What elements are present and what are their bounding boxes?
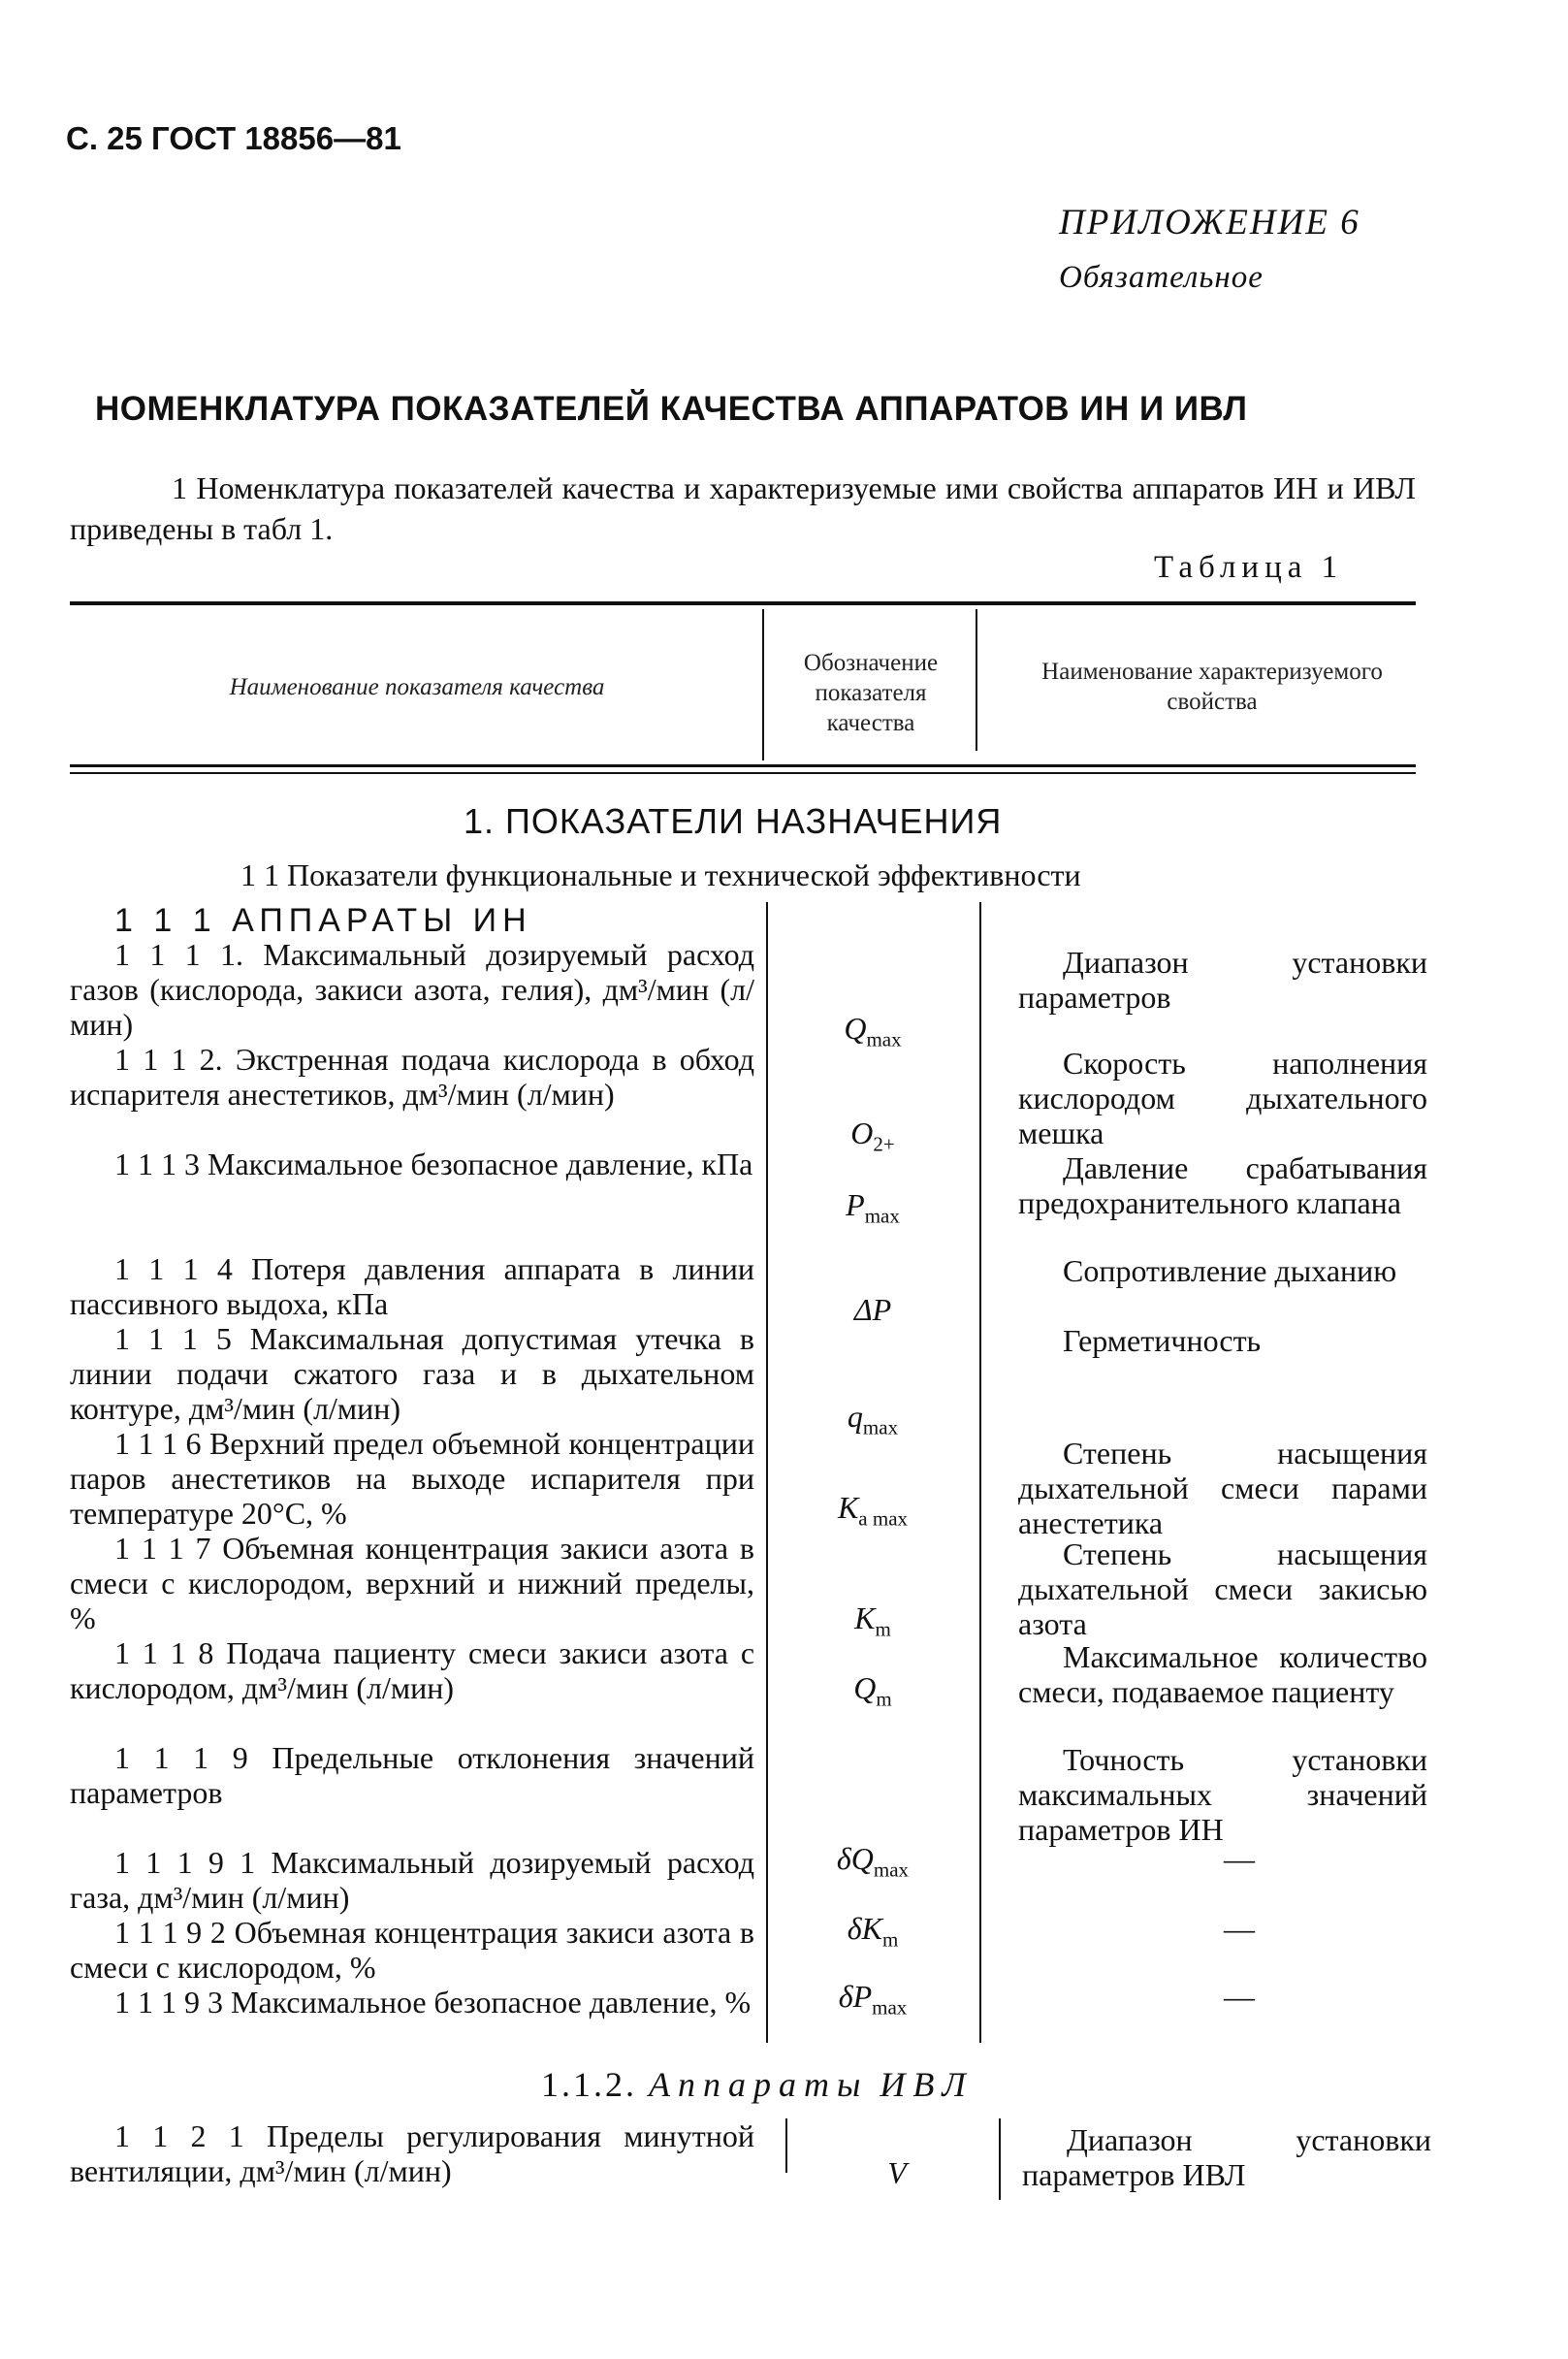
- symbol-v: V: [887, 2155, 907, 2190]
- appendix-status: Обязательное: [1059, 260, 1264, 295]
- property-cell: Максимальное количество смеси, подаваемое пациенту: [1018, 1639, 1427, 1709]
- table-row: 1 1 1 4 Потеря давления аппарата в линии пассивного выдоха, кПа: [70, 1251, 755, 1321]
- body-divider-1: [766, 902, 768, 2043]
- section-heading-1-1-1: 1 1 1 АППАРАТЫ ИН: [114, 902, 532, 939]
- property-cell: Точность установки максимальных значений параметров ИН: [1018, 1742, 1427, 1847]
- table-caption: Таблица 1: [1154, 550, 1344, 585]
- property-cell: Степень насыщения дыхательной смеси парами анестетика: [1018, 1436, 1427, 1540]
- table-top-rule: [70, 601, 1416, 605]
- header-divider-2: [976, 609, 977, 751]
- property-cell: Герметичность: [1063, 1323, 1262, 1358]
- table-row: 1 1 1 5 Максимальная допустимая утечка в линии подачи сжатого газа и в дыхательном контуре, дм³/мин (л/мин): [70, 1321, 755, 1426]
- table-row: 1 1 1 9 Предельные отклонения значений параметров: [70, 1740, 755, 1810]
- table-row: 1 1 2 1 Пределы регулирования минутной вентиляции, дм³/мин (л/мин): [70, 2118, 755, 2188]
- intro-paragraph: 1 Номенклатура показателей качества и характеризуемые ими свойства аппаратов ИН и ИВЛ приведены в табл 1.: [70, 470, 1416, 546]
- property-dash: —: [1224, 1979, 1255, 2014]
- symbol-qm: $Q_m$: [853, 1670, 892, 1711]
- appendix-number: ПРИЛОЖЕНИЕ 6: [1059, 203, 1360, 242]
- property-cell: Диапазон установки параметров ИВЛ: [1022, 2122, 1431, 2192]
- table-row: 1 1 1 8 Подача пациенту смеси закиси азота с кислородом, дм³/мин (л/мин): [70, 1635, 755, 1705]
- body-divider-2: [979, 902, 981, 2043]
- column-header-symbol: Обозначение показателя качества: [803, 650, 939, 736]
- symbol-delta-p-max: $\delta P_{max}$: [838, 1979, 908, 2020]
- header-divider-1: [762, 609, 764, 760]
- body-divider-3: [785, 2118, 787, 2173]
- property-cell: Степень насыщения дыхательной смеси закисью азота: [1018, 1536, 1427, 1641]
- section-heading-1-1-2: 1.1.2. Аппараты ИВЛ: [541, 2065, 974, 2104]
- page-header: С. 25 ГОСТ 18856—81: [66, 120, 401, 156]
- table-row: 1 1 1 9 2 Объемная концентрация закиси азота в смеси с кислородом, %: [70, 1915, 755, 1985]
- table-row: 1 1 1 6 Верхний предел объемной концентрации паров анестетиков на выходе испарителя при температуре 20°С, %: [70, 1426, 755, 1531]
- section-heading-1: 1. ПОКАЗАТЕЛИ НАЗНАЧЕНИЯ: [464, 801, 1003, 841]
- symbol-ka-max: $K_{a max}$: [837, 1490, 909, 1531]
- symbol-delta-p: ΔP: [853, 1292, 892, 1327]
- table-row: 1 1 1 3 Максимальное безопасное давление, кПа: [114, 1147, 753, 1181]
- table-row: 1 1 1 9 1 Максимальный дозируемый расход газа, дм³/мин (л/мин): [70, 1845, 755, 1915]
- section-heading-1-1: 1 1 Показатели функциональные и технической эффективности: [240, 857, 1081, 892]
- symbol-q-small-max: $q_{max}$: [847, 1399, 899, 1439]
- property-dash: —: [1224, 1911, 1255, 1946]
- symbol-delta-q-max: $\delta Q_{max}$: [836, 1841, 910, 1882]
- table-row: 1 1 1 2. Экстренная подача кислорода в обход испарителя анестетиков, дм³/мин (л/мин): [70, 1042, 754, 1112]
- symbol-p-max: $P_{max}$: [846, 1187, 900, 1228]
- table-row: 1 1 1 1. Максимальный дозируемый расход газов (кислорода, закиси азота, гелия), дм³/мин (л/мин): [70, 937, 755, 1042]
- symbol-q-max: $Q_{max}$: [844, 1011, 902, 1051]
- table-header-rule-2: [70, 772, 1416, 774]
- symbol-o2-plus: $O_{2+}$: [850, 1115, 895, 1156]
- property-cell: Сопротивление дыханию: [1063, 1253, 1397, 1288]
- symbol-km: $K_m$: [854, 1600, 891, 1641]
- table-row: 1 1 1 9 3 Максимальное безопасное давление, %: [114, 1985, 752, 2020]
- property-cell: Скорость наполнения кислородом дыхательного мешка: [1018, 1046, 1427, 1150]
- property-dash: —: [1224, 1841, 1255, 1876]
- table-row: 1 1 1 7 Объемная концентрация закиси азота в смеси с кислородом, верхний и нижний пределы, %: [70, 1531, 755, 1635]
- body-divider-4: [999, 2118, 1001, 2200]
- table-header-rule: [70, 764, 1416, 767]
- property-cell: Диапазон установки параметров: [1018, 945, 1427, 1015]
- symbol-delta-km: $\delta K_m$: [847, 1911, 899, 1952]
- document-title: НОМЕНКЛАТУРА ПОКАЗАТЕЛЕЙ КАЧЕСТВА АППАРАТОВ ИН И ИВЛ: [95, 390, 1248, 428]
- column-header-property: Наименование характеризуемого свойства: [1041, 659, 1383, 715]
- column-header-name: Наименование показателя качества: [229, 674, 605, 700]
- property-cell: Давление срабатывания предохранительного клапана: [1018, 1150, 1427, 1220]
